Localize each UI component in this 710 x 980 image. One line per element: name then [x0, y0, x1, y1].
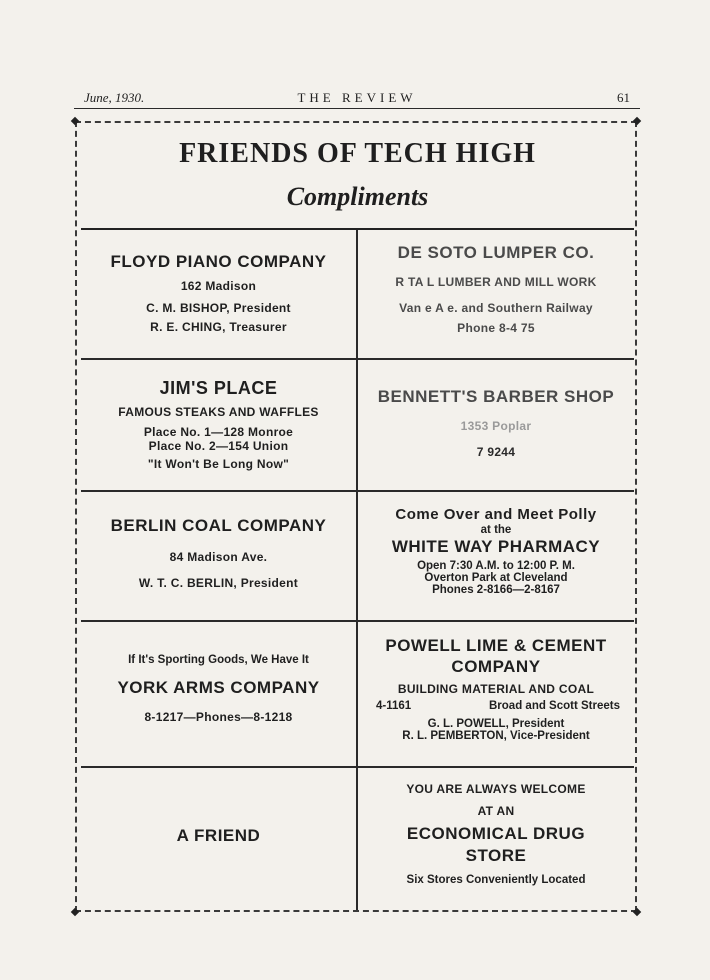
ad-phone: 4-1161	[376, 700, 412, 712]
ad-address: 84 Madison Ave.	[169, 550, 268, 564]
ad-name: DE SOTO LUMPER CO.	[397, 243, 595, 262]
issue-date: June, 1930.	[84, 90, 145, 105]
ad-hours: Open 7:30 A.M. to 12:00 P. M.	[417, 560, 575, 572]
ad-officer: C. M. BISHOP, President	[146, 301, 291, 315]
ad-jims-place	[81, 378, 356, 471]
ad-name: STORE	[465, 846, 527, 865]
ad-tagline: YOU ARE ALWAYS WELCOME	[406, 782, 586, 796]
ad-address: Place No. 2—154 Union	[148, 439, 289, 453]
grid-divider	[81, 490, 634, 492]
ad-footer: Six Stores Conveniently Located	[406, 874, 586, 886]
ad-tagline: If It's Sporting Goods, We Have It	[128, 654, 309, 666]
ad-floyd-piano	[81, 252, 356, 334]
ad-officer: R. E. CHING, Treasurer	[150, 320, 287, 334]
ad-york-arms	[81, 654, 356, 724]
page-title: FRIENDS OF TECH HIGH	[179, 138, 536, 169]
ad-a-friend	[81, 826, 356, 846]
ad-address: Place No. 1—128 Monroe	[143, 425, 294, 439]
page-subtitle: Compliments	[286, 182, 429, 211]
ad-name: JIM'S PLACE	[159, 378, 278, 398]
ad-name: BENNETT'S BARBER SHOP	[377, 387, 615, 406]
page-number: 61	[617, 90, 630, 105]
border-corner-ornament	[633, 908, 641, 916]
ad-address: Overton Park at Cleveland	[424, 572, 568, 584]
ad-economical-drug-store	[358, 782, 634, 886]
grid-divider	[81, 766, 634, 768]
ad-berlin-coal	[81, 516, 356, 590]
ad-phone: Phones 2-8166—2-8167	[432, 584, 560, 596]
ad-address: Broad and Scott Streets	[489, 700, 620, 712]
ad-name: BERLIN COAL COMPANY	[110, 516, 327, 535]
running-head	[74, 90, 640, 109]
ad-tagline: BUILDING MATERIAL AND COAL	[397, 682, 595, 696]
ad-address: 1353 Poplar	[460, 419, 532, 433]
ad-name: COMPANY	[451, 657, 541, 676]
journal-title: THE REVIEW	[297, 90, 417, 105]
ad-tagline: Come Over and Meet Polly	[395, 506, 597, 523]
ad-tagline: at the	[480, 524, 512, 536]
ad-slogan: "It Won't Be Long Now"	[147, 457, 290, 471]
ad-tagline: AT AN	[477, 804, 515, 818]
ad-name: ECONOMICAL DRUG	[406, 824, 586, 843]
page-header	[81, 128, 634, 228]
ad-officer: G. L. POWELL, President	[427, 718, 565, 730]
ad-name: FLOYD PIANO COMPANY	[110, 252, 327, 271]
ad-officer: W. T. C. BERLIN, President	[138, 576, 299, 590]
ad-name: POWELL LIME & CEMENT	[385, 636, 607, 655]
grid-divider	[81, 358, 634, 360]
ad-address: 162 Madison	[180, 279, 257, 293]
ad-bennetts-barber	[358, 387, 634, 459]
ad-powell-lime-cement	[358, 636, 634, 742]
ad-phone: 7 9244	[476, 445, 516, 459]
ad-tagline: FAMOUS STEAKS AND WAFFLES	[118, 405, 319, 419]
ad-phone-address	[358, 700, 634, 715]
ad-name: WHITE WAY PHARMACY	[391, 537, 601, 556]
ad-desoto-lumber	[358, 243, 634, 335]
ad-name: YORK ARMS COMPANY	[117, 678, 320, 697]
ad-officer: R. L. PEMBERTON, Vice-President	[402, 730, 590, 742]
ad-address: Van e A e. and Southern Railway	[399, 301, 593, 315]
ad-phone: Phone 8-4 75	[457, 321, 535, 335]
ad-white-way-pharmacy	[358, 506, 634, 596]
ad-phone: 8-1217—Phones—8-1218	[144, 710, 293, 724]
ad-tagline: R TA L LUMBER AND MILL WORK	[395, 275, 597, 289]
ad-name: A FRIEND	[176, 826, 261, 845]
grid-divider	[81, 620, 634, 622]
